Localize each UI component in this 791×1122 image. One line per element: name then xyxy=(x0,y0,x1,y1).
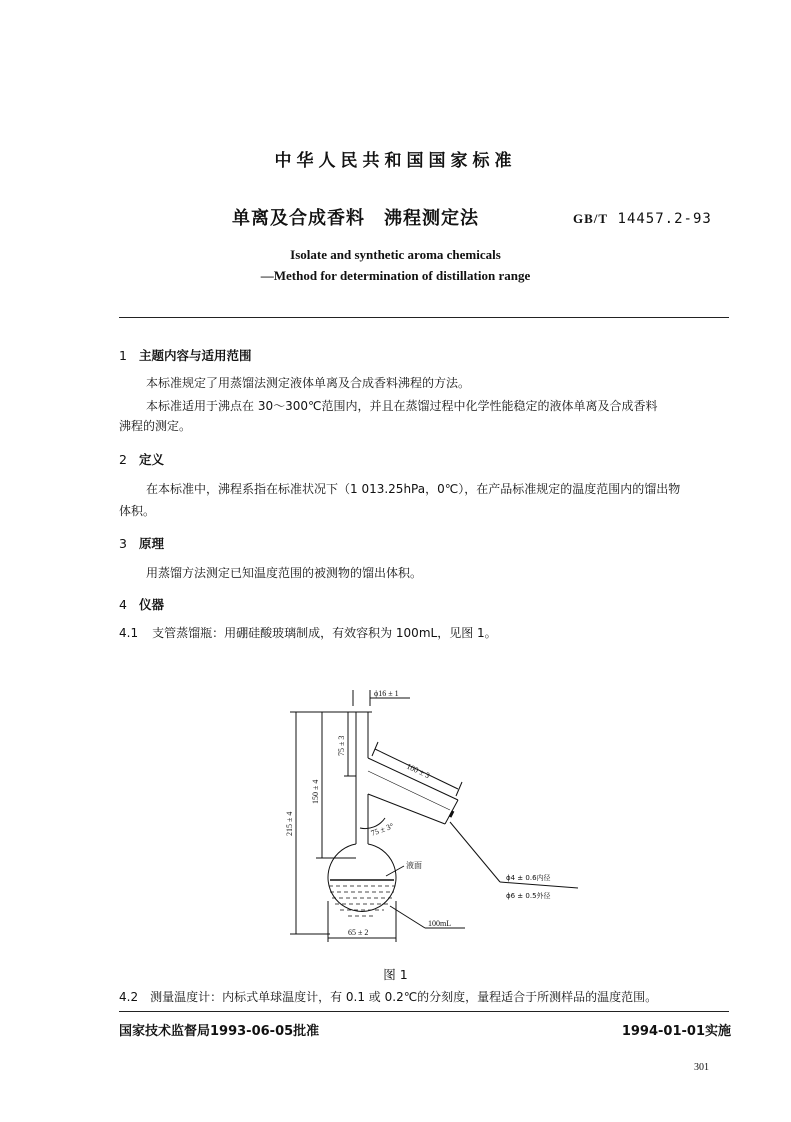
standard-number-value: 14457.2-93 xyxy=(617,211,712,227)
standard-number xyxy=(573,211,712,227)
leader-line xyxy=(390,906,425,928)
paragraph: 用蒸馏方法测定已知温度范围的被测物的馏出体积。 xyxy=(146,566,423,580)
section-1-heading xyxy=(119,346,251,364)
section-number: 1 xyxy=(119,348,127,363)
volume-label: 100mL xyxy=(428,919,452,928)
section-title: 主题内容与适用范围 xyxy=(138,348,252,363)
clause-number: 4.2 xyxy=(119,990,139,1004)
clause-4-1 xyxy=(119,623,497,643)
clause-text: 测量温度计：内标式单球温度计，有 0.1 或 0.2℃的分刻度，量程适合于所测样品的温度范围。 xyxy=(150,990,658,1004)
paragraph: 本标准规定了用蒸馏法测定液体单离及合成香料沸程的方法。 xyxy=(146,376,471,390)
section-number: 2 xyxy=(119,452,127,467)
section-4-heading xyxy=(119,595,164,613)
section-number: 3 xyxy=(119,536,127,551)
paragraph-continuation: 体积。 xyxy=(119,504,156,518)
implementation-date: 1994-01-01实施 xyxy=(621,1024,731,1039)
clause-number: 4.1 xyxy=(119,626,139,640)
leader-line xyxy=(450,822,500,882)
dim-line xyxy=(372,742,378,756)
clause-text: 支管蒸馏瓶：用硼硅酸玻璃制成，有效容积为 100mL，见图 1。 xyxy=(152,626,497,640)
approval-date: 国家技术监督局1993-06-05批准 xyxy=(119,1024,320,1039)
liquid-level-label: 液面 xyxy=(406,861,422,870)
figure-caption: 图 1 xyxy=(383,967,408,982)
section-title: 仪器 xyxy=(138,597,164,612)
section-title: 原理 xyxy=(138,536,164,551)
section-title: 定义 xyxy=(138,452,164,467)
dim-75-label: 75 ± 3 xyxy=(337,735,346,756)
paragraph: 本标准适用于沸点在 30～300℃范围内，并且在蒸馏过程中化学性能稳定的液体单离及合成香料 xyxy=(146,399,658,413)
arm-length-label: 100 ± 3 xyxy=(405,761,432,781)
side-arm-tip xyxy=(450,811,453,817)
footer-divider xyxy=(119,1011,729,1012)
angle-label: 75 ± 3° xyxy=(369,821,395,838)
bulb-width-label: 65 ± 2 xyxy=(348,928,369,937)
neck-diameter-label: ϕ16 ± 1 xyxy=(374,689,399,698)
leader-line xyxy=(500,882,578,888)
inner-diameter-label: ϕ4 ± 0.6内径 xyxy=(506,874,551,882)
dim-150-label: 150 ± 4 xyxy=(311,779,320,804)
document-title-en-line2: —Method for determination of distillation range xyxy=(260,268,531,283)
clause-4-2 xyxy=(119,987,657,1007)
paragraph-continuation: 沸程的测定。 xyxy=(119,419,192,433)
header-divider xyxy=(119,317,729,318)
document-title-en-line1: Isolate and synthetic aroma chemicals xyxy=(290,247,501,262)
distillation-flask-figure xyxy=(260,676,600,956)
dim-215-label: 215 ± 4 xyxy=(285,811,294,836)
section-3-heading xyxy=(119,534,164,552)
side-arm xyxy=(368,794,445,824)
standard-prefix: GB/T xyxy=(573,211,609,226)
flask-bulb xyxy=(328,844,396,911)
page-number: 301 xyxy=(694,1062,709,1073)
paragraph: 在本标准中，沸程系指在标准状况下（1 013.25hPa，0℃），在产品标准规定的温度范围内的馏出物 xyxy=(146,482,681,496)
national-standard-heading: 中华人民共和国国家标准 xyxy=(274,151,517,171)
document-title-cn: 单离及合成香料 沸程测定法 xyxy=(232,208,479,229)
outer-diameter-label: ϕ6 ± 0.5外径 xyxy=(506,892,551,900)
section-number: 4 xyxy=(119,597,127,612)
section-2-heading xyxy=(119,450,164,468)
